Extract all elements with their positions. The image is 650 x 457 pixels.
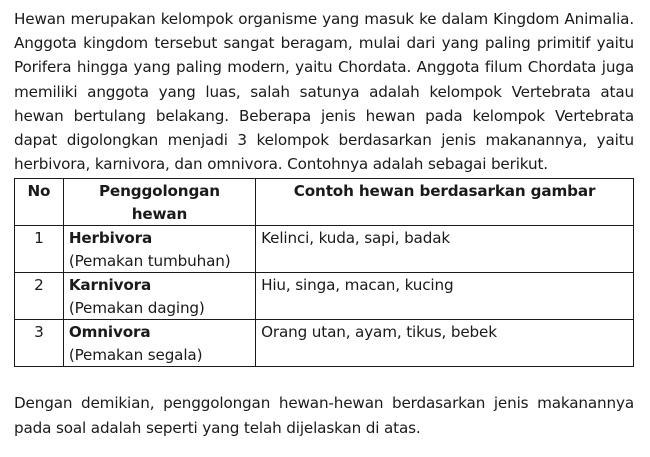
group-cell [63,226,255,273]
row-number: 2 [15,273,64,320]
examples-cell: Orang utan, ayam, tikus, bebek [256,320,634,367]
header-examples: Contoh hewan berdasarkan gambar [256,179,634,226]
group-description: (Pemakan segala) [68,345,203,364]
group-cell [63,273,255,320]
table-header-row [15,179,634,226]
document-body [14,7,634,440]
table-row [15,320,634,367]
intro-paragraph: Hewan merupakan kelompok organisme yang masuk ke dalam Kingdom Animalia. Anggota kingdom tersebut sangat beragam, mulai dari yang paling primitif yaitu Porifera hingga yang paling modern, yaitu Chordata. Anggota filum Chordata juga memiliki anggota yang luas, salah satunya adalah kelompok Vertebrata atau hewan bertulang belakang. Beberapa jenis hewan pada kelompok Vertebrata dapat digolongkan menjadi 3 kelompok berdasarkan jenis makanannya, yaitu herbivora, karnivora, dan omnivora. Contohnya adalah sebagai berikut. [14,10,634,174]
group-description: (Pemakan tumbuhan) [68,251,231,270]
group-name: Herbivora [68,229,153,248]
group-cell [63,320,255,367]
group-description: (Pemakan daging) [68,298,205,317]
group-name: Omnivora [68,323,151,342]
row-number: 3 [15,320,64,367]
closing-paragraph: Dengan demikian, penggolongan hewan-hewan berdasarkan jenis makanannya pada soal adalah seperti yang telah dijelaskan di atas. [14,394,634,437]
row-number: 1 [15,226,64,273]
table-row [15,226,634,273]
examples-cell: Kelinci, kuda, sapi, badak [256,226,634,273]
animal-classification-table [14,178,634,367]
group-name: Karnivora [68,276,152,295]
examples-cell: Hiu, singa, macan, kucing [256,273,634,320]
header-group: Penggolongan hewan [63,179,255,226]
header-no: No [15,179,64,226]
table-row [15,273,634,320]
